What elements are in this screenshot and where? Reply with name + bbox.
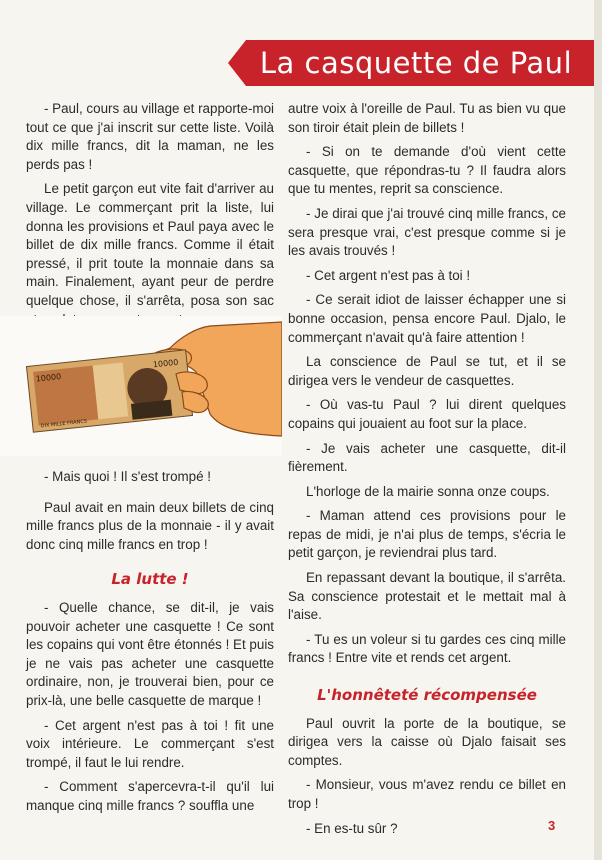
page-title: La casquette de Paul (259, 46, 573, 80)
paragraph: - Si on te demande d'où vient cette casquette, que répondras-tu ? Il faudra alors que tu mentes, reprit sa conscience. (288, 144, 566, 197)
paragraph: - Monsieur, vous m'avez rendu ce billet en trop ! (288, 777, 566, 811)
paragraph: - Tu es un voleur si tu gardes ces cinq mille francs ! Entre vite et rends cet argent. (288, 631, 566, 666)
paragraph: - Cet argent n'est pas à toi ! (306, 267, 471, 283)
page-number: 3 (548, 818, 556, 833)
banknote-value-right: 10000 (152, 357, 179, 370)
paragraph: - Maman attend ces provisions pour le repas de midi, je n'ai plus de temps, s'écria le petit garçon, je reviendrai plus tard. (288, 508, 566, 561)
left-column-top (26, 100, 274, 335)
paragraph: La conscience de Paul se tut, et il se dirigea vers le vendeur de casquettes. (288, 354, 566, 388)
paragraph: - Mais quoi ! Il s'est trompé ! (44, 469, 212, 484)
paragraph: Paul ouvrit la porte de la boutique, se dirigea vers la caisse où Djalo faisait ses comptes. (288, 715, 566, 768)
paragraph: - Quelle chance, se dit-il, je vais pouvoir acheter une casquette ! Ce sont les copains qui vont être étonnés ! Et puis je ne vais pas acheter une casquette ordinaire, non, je trouverai bien, pour ce prix-là, une belle casquette de marque ! (26, 599, 274, 708)
right-column (288, 100, 566, 844)
banknote-words: DIX MILLE FRANCS (40, 418, 88, 430)
paragraph: - Où vas-tu Paul ? lui dirent quelques copains qui jouaient au foot sur la place. (288, 397, 566, 431)
section-heading-lutte: La lutte ! (111, 570, 189, 589)
page-edge (594, 0, 602, 860)
left-column-bottom (26, 468, 274, 822)
hand-holding-banknote-illustration (0, 316, 282, 456)
paragraph: En repassant devant la boutique, il s'arrêta. Sa conscience protestait et le mettait mal à l'aise. (288, 570, 566, 623)
paragraph: - Cet argent n'est pas à toi ! fit une voix intérieure. Le commerçant s'est trompé, il faut le lui rendre. (26, 717, 274, 770)
paragraph: - Je dirai que j'ai trouvé cinq mille francs, ce sera presque vrai, c'est presque comme si je les avais trouvés ! (288, 205, 566, 259)
paragraph: autre voix à l'oreille de Paul. Tu as bien vu que son tiroir était plein de billets ! (288, 101, 566, 135)
paragraph: - Ce serait idiot de laisser échapper une si bonne occasion, pensa encore Paul. Djalo, le commerçant n'avait qu'à faire attention ! (288, 292, 566, 345)
paragraph: - Paul, cours au village et rapporte-moi tout ce que j'ai inscrit sur cette liste. Voilà dix mille francs, dit la maman, ne les perds pas ! (26, 101, 274, 172)
paragraph: - Comment s'apercevra-t-il qu'il lui manque cinq mille francs ? souffla une (26, 779, 274, 813)
paragraph: - En es-tu sûr ? (306, 820, 398, 836)
paragraph: Paul avait en main deux billets de cinq mille francs plus de la monnaie - il y avait donc cinq mille francs en trop ! (26, 499, 274, 552)
banknote-value-left: 10000 (35, 372, 62, 384)
paragraph: Le petit garçon eut vite fait d'arriver au village. Le commerçant prit la liste, lui donna les provisions et Paul paya avec le billet de dix mille francs. Comme il était pressé, il prit toute la monnaie dans sa main. Finalement, ayant peur de perdre quelque chose, il s'arrêta, posa son sac (26, 181, 274, 308)
paragraph: L'horloge de la mairie sonna onze coups. (306, 483, 550, 499)
section-heading-honnetete: L'honnêteté récompensée (317, 686, 537, 705)
paragraph: - Je vais acheter une casquette, dit-il fièrement. (288, 440, 566, 475)
illustration-hand-banknote (0, 316, 282, 456)
